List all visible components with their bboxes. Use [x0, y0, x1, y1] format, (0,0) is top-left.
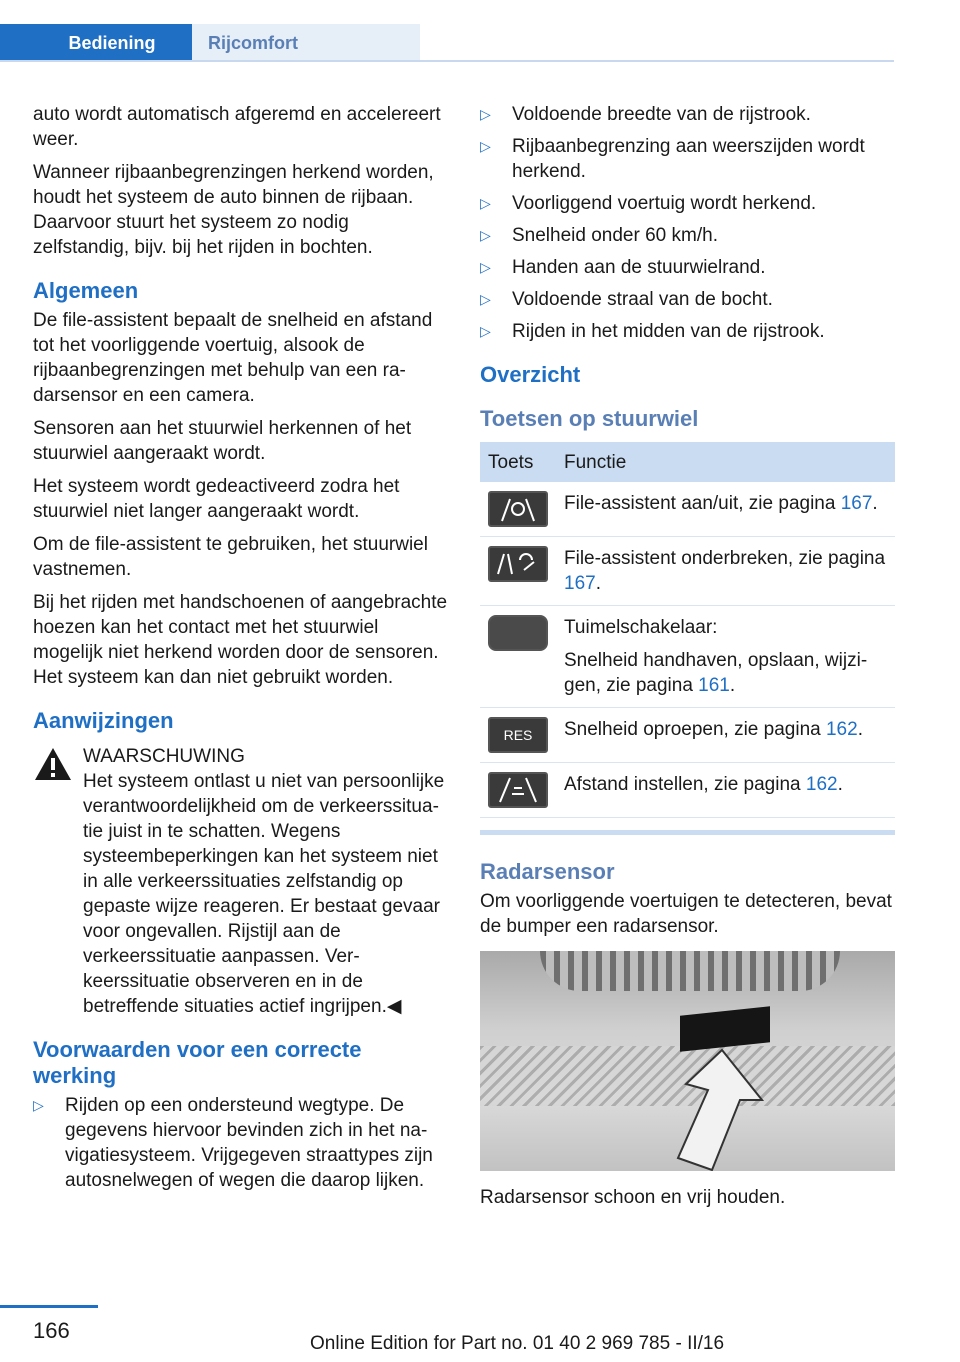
table-row: Tuimelschakelaar: Snelheid handhaven, opslaan, wijzigen, zie pagina 161.: [480, 606, 895, 708]
paragraph: Sensoren aan het stuurwiel herkennen of het stuurwiel aangeraakt wordt.: [33, 418, 412, 464]
list-item: ▷ Voldoende straal van de bocht.: [480, 289, 773, 310]
header-divider: [0, 60, 894, 62]
tab-bediening[interactable]: Bediening: [0, 24, 192, 62]
triangle-bullet-icon: ▷: [480, 227, 491, 243]
table-header-row: [480, 442, 895, 482]
warning-triangle-icon: [33, 746, 73, 789]
list-item: ▷ Rijden op een ondersteund wegtype. De gegevens hiervoor bevinden zich in het navigatiesysteem. Vrijgegeven straattypes zijn autosnelwegen of wegen die daarop lijken.: [33, 1095, 433, 1191]
res-button-icon: RES: [488, 717, 548, 753]
page-link[interactable]: 167: [840, 493, 873, 514]
page-link[interactable]: 162: [805, 774, 838, 795]
paragraph: auto wordt automatisch afgeremd en accelereert weer.: [33, 104, 441, 150]
left-column: [33, 102, 449, 1200]
table-row: RES Snelheid oproepen, zie pagina 162.: [480, 708, 895, 763]
right-column: [480, 102, 895, 1218]
paragraph: Om voorliggende voertuigen te detecteren, bevat de bumper een radarsensor.: [480, 891, 892, 937]
rocker-title: Tuimelschakelaar:: [564, 617, 718, 638]
triangle-bullet-icon: ▷: [480, 323, 491, 339]
table-row: File-assistent onderbreken, zie pagina 167.: [480, 537, 895, 606]
triangle-bullet-icon: ▷: [480, 259, 491, 275]
radar-sensor-photo: [480, 951, 895, 1171]
list-item: ▷ Voldoende breedte van de rijstrook.: [480, 104, 811, 125]
table-row: File-assistent aan/uit, zie pagina 167.: [480, 482, 895, 537]
warning-text: Het systeem ontlast u niet van persoonlijke verantwoordelijkheid om de verkeerssituatie juist in te schatten. Wegens systeembeperkingen kan het systeem niet in alle verkeerssituaties zelfstandig op gepaste wijze reageren. Er bestaat gevaar voor ongevallen. Rijstijl aan de verkeerssituatie aanpassen. Verkeerssituatie observeren en in de betreffende situaties actief ingrijpen.◀: [83, 771, 445, 1017]
page-link[interactable]: 167: [564, 573, 596, 594]
triangle-bullet-icon: ▷: [480, 138, 491, 154]
conditions-list: [33, 1093, 449, 1193]
paragraph: Bij het rijden met handschoenen of aangebrachte hoezen kan het contact met het stuurwiel mogelijk niet herkend worden door de sensoren. Het systeem kan dan niet gebruikt worden.: [33, 592, 448, 688]
heading-algemeen: Algemeen: [33, 278, 139, 303]
steering-wheel-lane-icon: [488, 491, 548, 527]
heading-radarsensor: Radarsensor: [480, 859, 615, 884]
triangle-bullet-icon: ▷: [480, 106, 491, 122]
heading-overzicht: Overzicht: [480, 362, 581, 387]
list-item: ▷ Voorliggend voertuig wordt herkend.: [480, 193, 817, 214]
warning-title: WAARSCHUWING: [83, 746, 245, 767]
photo-caption: Radarsensor schoon en vrij houden.: [480, 1187, 786, 1208]
paragraph: Om de file-assistent te gebruiken, het stuurwiel vastnemen.: [33, 534, 428, 580]
buttons-table: [480, 442, 895, 818]
tab-rijcomfort[interactable]: Rijcomfort: [192, 24, 420, 62]
paragraph: De file-assistent bepaalt de snelheid en afstand tot het voorliggende voertuig, alsook de rijbaanbegrenzingen met behulp van een radarsensor en een camera.: [33, 310, 433, 406]
table-row: Afstand instellen, zie pagina 162.: [480, 763, 895, 818]
radar-sensor: [680, 1006, 770, 1051]
triangle-bullet-icon: ▷: [480, 291, 491, 307]
table-end-bar: [480, 830, 895, 835]
distance-setting-icon: [488, 772, 548, 808]
rocker-switch-icon: [488, 615, 548, 651]
conditions-list-continued: [480, 102, 895, 344]
arrow-icon: [650, 1046, 770, 1171]
page-number: 166: [33, 1318, 70, 1343]
page-link[interactable]: 161: [698, 675, 730, 696]
heading-voorwaarden: Voorwaarden voor een correcte werking: [33, 1037, 362, 1088]
heading-toetsen: Toetsen op stuurwiel: [480, 406, 699, 431]
list-item: ▷ Handen aan de stuurwielrand.: [480, 257, 766, 278]
footer-divider: [0, 1305, 98, 1308]
col-header-functie: Functie: [556, 442, 895, 482]
paragraph: Het systeem wordt gedeactiveerd zodra het stuurwiel niet langer aangeraakt wordt.: [33, 476, 400, 522]
interrupt-assistant-icon: [488, 546, 548, 582]
page-link[interactable]: 162: [825, 719, 858, 740]
list-item: ▷ Rijden in het midden van de rijstrook.: [480, 321, 825, 342]
paragraph: Wanneer rijbaanbegrenzingen herkend worden, houdt het systeem de auto binnen de rijbaan. Daarvoor stuurt het systeem zo nodig zelfstandig, bijv. bij het rijden in bochten.: [33, 162, 434, 258]
edition-note: Online Edition for Part no. 01 40 2 969 785 - II/16: [310, 1333, 725, 1354]
col-header-toets: Toets: [480, 442, 556, 482]
warning-block: [33, 744, 449, 1019]
list-item: ▷ Snelheid onder 60 km/h.: [480, 225, 718, 246]
heading-aanwijzingen: Aanwijzingen: [33, 708, 174, 733]
list-item: ▷ Rijbaanbegrenzing aan weerszijden wordt herkend.: [480, 136, 865, 182]
triangle-bullet-icon: ▷: [33, 1097, 44, 1113]
triangle-bullet-icon: ▷: [480, 195, 491, 211]
header-tabs: [0, 24, 420, 62]
